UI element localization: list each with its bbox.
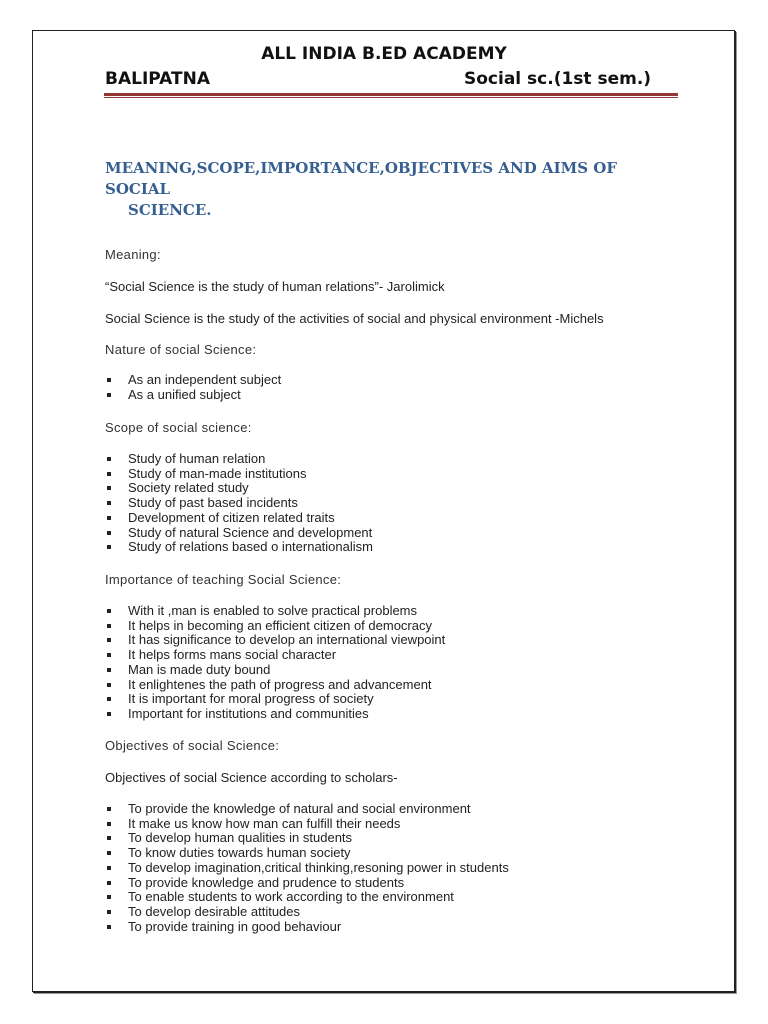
list-item: Man is made duty bound: [105, 663, 445, 678]
scope-list: [105, 452, 373, 555]
meaning-quote-2: Social Science is the study of the activities of social and physical environment -Michels: [105, 311, 604, 326]
list-item: Study of past based incidents: [105, 496, 373, 511]
list-item: To know duties towards human society: [105, 846, 509, 861]
importance-label: Importance of teaching Social Science:: [105, 572, 342, 587]
objectives-list: [105, 802, 509, 934]
list-item: As an independent subject: [105, 373, 281, 388]
list-item: Study of relations based o internationalism: [105, 540, 373, 555]
list-item: With it ,man is enabled to solve practical problems: [105, 604, 445, 619]
nature-label: Nature of social Science:: [105, 342, 257, 357]
list-item: Important for institutions and communities: [105, 707, 445, 722]
document-heading: [105, 158, 665, 221]
list-item: It has significance to develop an international viewpoint: [105, 633, 445, 648]
list-item: To provide the knowledge of natural and social environment: [105, 802, 509, 817]
list-item: It is important for moral progress of society: [105, 692, 445, 707]
course-label: Social sc.(1st sem.): [464, 69, 652, 89]
list-item: To provide training in good behaviour: [105, 920, 509, 935]
header-rule: [104, 93, 678, 96]
list-item: It enlightenes the path of progress and advancement: [105, 678, 445, 693]
list-item: Development of citizen related traits: [105, 511, 373, 526]
header-rule-thin: [104, 97, 678, 98]
list-item: Society related study: [105, 481, 373, 496]
list-item: To enable students to work according to the environment: [105, 890, 509, 905]
academy-title: ALL INDIA B.ED ACADEMY: [261, 44, 507, 64]
nature-list: [105, 373, 281, 402]
list-item: Study of natural Science and development: [105, 526, 373, 541]
list-item: To provide knowledge and prudence to students: [105, 876, 509, 891]
list-item: To develop desirable attitudes: [105, 905, 509, 920]
list-item: It helps in becoming an efficient citizen of democracy: [105, 619, 445, 634]
list-item: To develop imagination,critical thinking,resoning power in students: [105, 861, 509, 876]
objectives-intro: Objectives of social Science according to scholars-: [105, 770, 398, 785]
list-item: It helps forms mans social character: [105, 648, 445, 663]
meaning-label: Meaning:: [105, 247, 161, 262]
heading-line-1: MEANING,SCOPE,IMPORTANCE,OBJECTIVES AND AIMS OF SOCIAL: [105, 159, 617, 198]
meaning-quote-1: “Social Science is the study of human relations”- Jarolimick: [105, 279, 445, 294]
list-item: It make us know how man can fulfill their needs: [105, 817, 509, 832]
scope-label: Scope of social science:: [105, 420, 252, 435]
location-label: BALIPATNA: [105, 69, 210, 89]
list-item: To develop human qualities in students: [105, 831, 509, 846]
objectives-label: Objectives of social Science:: [105, 738, 280, 753]
list-item: Study of human relation: [105, 452, 373, 467]
importance-list: [105, 604, 445, 722]
list-item: Study of man-made institutions: [105, 467, 373, 482]
heading-line-2: SCIENCE.: [128, 201, 212, 219]
list-item: As a unified subject: [105, 388, 281, 403]
